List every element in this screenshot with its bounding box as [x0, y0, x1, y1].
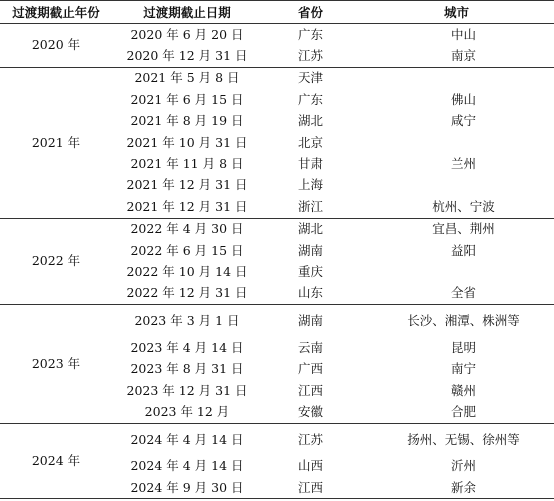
- province-cell: 湖北: [297, 221, 323, 237]
- city-cell: 新余: [359, 477, 554, 499]
- province-cell: 湖北: [297, 113, 323, 129]
- city-cell: [359, 132, 554, 153]
- province-cell: 江西: [297, 382, 323, 398]
- city-cell: 咸宁: [450, 113, 476, 129]
- province-cell: 江苏: [297, 431, 323, 447]
- province-cell: 江西: [262, 477, 359, 499]
- province-cell: 北京: [297, 134, 323, 150]
- year-cell: 2023 年: [0, 305, 112, 424]
- city-cell: 长沙、湘潭、株洲等: [407, 313, 520, 329]
- header-province: 省份: [262, 1, 359, 24]
- province-cell: 湖南: [297, 242, 323, 258]
- city-cell: 中山: [450, 26, 476, 42]
- province-cell: 浙江: [262, 196, 359, 218]
- date-cell: 2020 年 12 月 31 日: [112, 45, 262, 67]
- date-cell: 2023 年 8 月 31 日: [130, 361, 244, 377]
- province-cell: 云南: [297, 339, 323, 355]
- city-cell: 全省: [359, 283, 554, 305]
- table-body: [0, 24, 554, 499]
- table-row: [0, 67, 554, 89]
- city-cell: 赣州: [450, 382, 476, 398]
- date-cell: 2024 年 4 月 14 日: [130, 431, 244, 447]
- province-cell: 天津: [297, 70, 323, 86]
- table-row: [0, 423, 554, 456]
- table-row: [0, 305, 554, 338]
- city-cell: 佛山: [450, 91, 476, 107]
- header-city: 城市: [359, 1, 554, 24]
- date-cell: 2020 年 6 月 20 日: [130, 26, 244, 42]
- city-cell: 昆明: [450, 339, 476, 355]
- date-cell: 2022 年 6 月 15 日: [130, 242, 244, 258]
- date-cell: 2021 年 12 月 31 日: [126, 177, 248, 193]
- city-cell: [359, 175, 554, 196]
- province-cell: 甘肃: [297, 156, 323, 172]
- province-cell: 湖南: [297, 313, 323, 329]
- date-cell: 2022 年 12 月 31 日: [112, 283, 262, 305]
- header-row: [0, 1, 554, 24]
- city-cell: 益阳: [450, 242, 476, 258]
- year-cell: 2024 年: [0, 423, 112, 499]
- province-cell: 上海: [297, 177, 323, 193]
- city-cell: 兰州: [450, 156, 476, 172]
- date-cell: 2024 年 4 月 14 日: [130, 458, 244, 474]
- date-cell: 2024 年 9 月 30 日: [112, 477, 262, 499]
- date-cell: 2022 年 10 月 14 日: [126, 263, 248, 279]
- city-cell: 杭州、宁波: [359, 196, 554, 218]
- province-cell: 广东: [297, 91, 323, 107]
- province-cell: 安徽: [262, 401, 359, 423]
- table-row: [0, 24, 554, 46]
- date-cell: 2021 年 12 月 31 日: [112, 196, 262, 218]
- city-cell: 沂州: [450, 458, 476, 474]
- province-cell: 江苏: [262, 45, 359, 67]
- province-cell: 广西: [297, 361, 323, 377]
- date-cell: 2021 年 6 月 15 日: [130, 91, 244, 107]
- year-cell: 2022 年: [0, 218, 112, 305]
- city-cell: 宜昌、荆州: [432, 221, 495, 237]
- date-cell: 2023 年 12 月: [112, 401, 262, 423]
- province-cell: 广东: [297, 26, 323, 42]
- date-cell: 2021 年 8 月 19 日: [130, 113, 244, 129]
- date-cell: 2022 年 4 月 30 日: [130, 221, 244, 237]
- province-cell: 山东: [262, 283, 359, 305]
- date-cell: 2021 年 10 月 31 日: [126, 134, 248, 150]
- date-cell: 2023 年 12 月 31 日: [126, 382, 248, 398]
- province-cell: 重庆: [297, 263, 323, 279]
- city-cell: 合肥: [359, 401, 554, 423]
- city-cell: 南京: [359, 45, 554, 67]
- date-cell: 2021 年 5 月 8 日: [134, 70, 240, 86]
- date-cell: 2023 年 3 月 1 日: [134, 313, 240, 329]
- city-cell: 扬州、无锡、徐州等: [407, 431, 520, 447]
- table-row: [0, 218, 554, 240]
- province-cell: 山西: [297, 458, 323, 474]
- date-cell: 2023 年 4 月 14 日: [130, 339, 244, 355]
- city-cell: [359, 67, 554, 89]
- header-date: 过渡期截止日期: [112, 1, 262, 24]
- date-cell: 2021 年 11 月 8 日: [130, 156, 244, 172]
- header-year: 过渡期截止年份: [0, 1, 112, 24]
- year-cell: 2020 年: [0, 24, 112, 68]
- year-cell: 2021 年: [0, 67, 112, 218]
- city-cell: [359, 261, 554, 282]
- city-cell: 南宁: [450, 361, 476, 377]
